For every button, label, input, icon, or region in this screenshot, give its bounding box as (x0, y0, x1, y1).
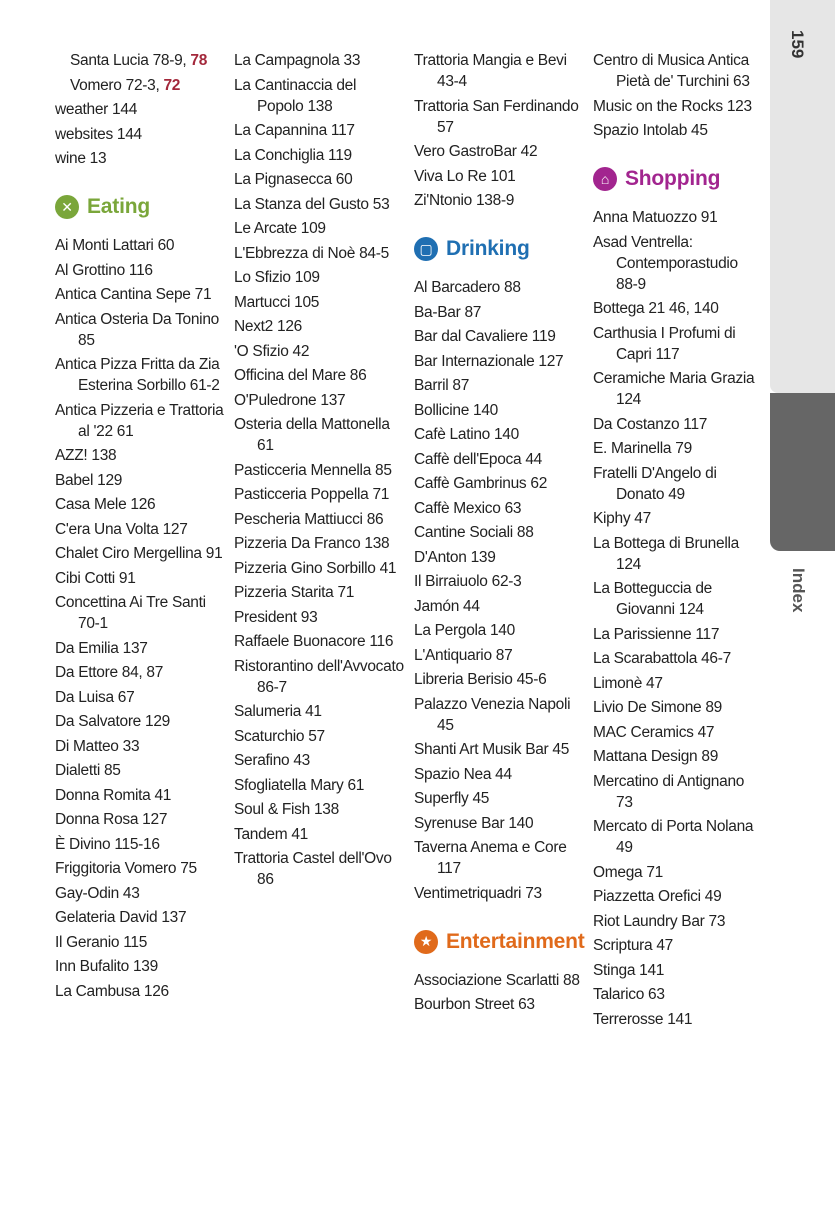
index-entry: Vomero 72-3, 72 (70, 76, 181, 94)
index-entry: Chalet Ciro Mergellina 91 (55, 545, 223, 562)
index-entry: Il Birraiuolo 62-3 (414, 573, 522, 590)
index-entry: Donna Romita 41 (55, 786, 172, 804)
index-entry: Barril 87 (414, 377, 470, 394)
index-entry: La Pignasecca 60 (234, 171, 353, 188)
index-entry: Il Geranio 115 (55, 933, 148, 951)
section-tab-label: Index (789, 568, 808, 613)
index-entry: Da Ettore 84, 87 (55, 664, 164, 681)
index-entry: La Cambusa 126 (55, 982, 169, 1000)
index-entry: Concettina Ai Tre Santi 70-1 (55, 594, 206, 632)
page-tab-dark (770, 393, 835, 551)
index-entry: 'O Sfizio 42 (234, 342, 310, 360)
index-entry: La Capannina 117 (234, 122, 355, 139)
section-heading-entertainment (414, 930, 584, 954)
index-entry: Lo Sfizio 109 (234, 269, 320, 286)
index-entry: Mattana Design 89 (593, 748, 719, 765)
index-entry: Next2 126 (234, 318, 302, 335)
section-heading-eating (55, 195, 225, 219)
index-entry: Asad Ventrella: Contemporastudio 88-9 (593, 233, 738, 293)
index-entry: Carthusia I Profumi di Capri 117 (593, 324, 736, 363)
index-entry: AZZ! 138 (55, 447, 117, 464)
glass-icon: ▢ (414, 237, 438, 261)
index-entry: Da Costanzo 117 (593, 415, 708, 433)
index-column-4 (593, 50, 763, 1033)
index-entry: La Parissienne 117 (593, 625, 720, 643)
index-entry: Spazio Intolab 45 (593, 122, 708, 139)
section-heading-label: Drinking (446, 237, 530, 260)
index-entry: Pasticceria Poppella 71 (234, 486, 390, 503)
index-entry: Associazione Scarlatti 88 (414, 971, 580, 989)
index-entry: Ristorantino dell'Avvocato 86-7 (234, 657, 404, 696)
index-entry: Gelateria David 137 (55, 909, 187, 926)
index-entry: Ai Monti Lattari 60 (55, 237, 175, 254)
index-entry: Pasticceria Mennella 85 (234, 461, 392, 479)
index-entry: L'Ebbrezza di Noè 84-5 (234, 244, 389, 262)
index-entry: Talarico 63 (593, 986, 665, 1003)
index-entry: Gay-Odin 43 (55, 884, 140, 902)
bold-page-ref: 72 (163, 76, 181, 94)
index-entry: Donna Rosa 127 (55, 811, 168, 828)
index-entry: Riot Laundry Bar 73 (593, 912, 726, 930)
section-heading-label: Shopping (625, 167, 721, 190)
index-entry: Superfly 45 (414, 790, 490, 807)
index-entry: Zi'Ntonio 138-9 (414, 192, 515, 209)
index-entry: Scaturchio 57 (234, 727, 325, 745)
index-entry: Babel 129 (55, 471, 123, 489)
index-entry: Terrerosse 141 (593, 1010, 693, 1028)
index-entry: Dialetti 85 (55, 762, 121, 779)
index-entry: Casa Mele 126 (55, 496, 156, 513)
index-entry: O'Puledrone 137 (234, 391, 346, 409)
index-entry: Fratelli D'Angelo di Donato 49 (593, 464, 717, 503)
index-entry: La Campagnola 33 (234, 52, 361, 69)
index-entry: Kiphy 47 (593, 510, 651, 527)
index-entry: Jamón 44 (414, 597, 480, 615)
index-entry: MAC Ceramics 47 (593, 723, 715, 741)
index-entry: Mercatino di Antignano 73 (593, 772, 745, 811)
index-entry: La Botteguccia de Giovanni 124 (593, 580, 712, 618)
index-entry: Serafino 43 (234, 752, 310, 769)
index-entry: E. Marinella 79 (593, 440, 692, 457)
index-entry: Martucci 105 (234, 293, 320, 311)
index-entry: La Bottega di Brunella 124 (593, 534, 739, 573)
index-entry: Pizzeria Da Franco 138 (234, 535, 390, 552)
index-entry: Da Luisa 67 (55, 688, 135, 706)
index-entry: Music on the Rocks 123 (593, 97, 752, 115)
index-entry: Pescheria Mattiucci 86 (234, 510, 384, 528)
index-entry: Centro di Musica Antica Pietà de' Turchini 63 (593, 52, 750, 90)
section-heading-drinking (414, 237, 584, 261)
index-entry: Bourbon Street 63 (414, 996, 535, 1013)
index-entry: Cafè Latino 140 (414, 426, 519, 443)
index-entry: Antica Osteria Da Tonino 85 (55, 310, 219, 349)
index-entry: Trattoria Mangia e Bevi 43-4 (414, 52, 567, 90)
index-entry: Antica Cantina Sepe 71 (55, 286, 212, 303)
index-entry: Bollicine 140 (414, 401, 498, 419)
index-entry: Bar dal Cavaliere 119 (414, 328, 556, 345)
index-entry: Spazio Nea 44 (414, 765, 512, 783)
index-entry: Palazzo Venezia Napoli 45 (414, 695, 571, 734)
index-entry: Bar Internazionale 127 (414, 352, 564, 370)
index-entry: Anna Matuozzo 91 (593, 209, 718, 226)
index-entry: Inn Bufalito 139 (55, 958, 158, 975)
index-entry: Osteria della Mattonella 61 (234, 416, 390, 454)
index-entry: Scriptura 47 (593, 937, 673, 954)
index-entry: Da Salvatore 129 (55, 713, 170, 730)
index-entry: Vero GastroBar 42 (414, 143, 538, 160)
index-entry: Viva Lo Re 101 (414, 167, 516, 185)
index-entry: Syrenuse Bar 140 (414, 814, 534, 832)
index-entry: Omega 71 (593, 863, 663, 881)
index-entry: Pizzeria Starita 71 (234, 584, 355, 601)
index-entry: Trattoria San Ferdinando 57 (414, 97, 579, 136)
index-entry: President 93 (234, 608, 318, 626)
index-entry: Limonè 47 (593, 674, 663, 692)
index-entry: La Pergola 140 (414, 622, 515, 639)
index-entry: Piazzetta Orefici 49 (593, 888, 722, 905)
cutlery-icon: ✕ (55, 195, 79, 219)
index-entry: Taverna Anema e Core 117 (414, 839, 567, 877)
page-number: 159 (788, 30, 807, 59)
index-entry: L'Antiquario 87 (414, 646, 513, 664)
bag-icon: ⌂ (593, 167, 617, 191)
index-entry: Mercato di Porta Nolana 49 (593, 818, 754, 856)
index-entry: Antica Pizzeria e Trattoria al '22 61 (55, 401, 224, 440)
section-heading-label: Entertainment (446, 929, 585, 953)
index-entry: La Stanza del Gusto 53 (234, 195, 390, 213)
index-column-3 (414, 50, 584, 1019)
bold-page-ref: 78 (190, 52, 208, 69)
index-entry: Sfogliatella Mary 61 (234, 776, 365, 794)
index-entry: Pizzeria Gino Sorbillo 41 (234, 559, 397, 577)
index-entry: Caffè Gambrinus 62 (414, 475, 548, 492)
index-entry: Stinga 141 (593, 961, 665, 979)
index-entry: Caffè Mexico 63 (414, 499, 522, 517)
section-heading-shopping (593, 167, 763, 191)
index-column-1 (55, 50, 225, 1005)
star-icon: ★ (414, 930, 438, 954)
index-entry: Al Grottino 116 (55, 261, 153, 279)
index-entry: D'Anton 139 (414, 548, 496, 566)
index-entry: La Scarabattola 46-7 (593, 650, 731, 667)
index-column-2 (234, 50, 404, 894)
index-entry: Cibi Cotti 91 (55, 569, 136, 587)
section-heading-label: Eating (87, 195, 150, 218)
index-entry: Livio De Simone 89 (593, 699, 723, 716)
index-entry: Libreria Berisio 45-6 (414, 671, 547, 688)
index-entry: Da Emilia 137 (55, 639, 148, 657)
index-entry: Shanti Art Musik Bar 45 (414, 741, 570, 758)
index-entry: Bottega 21 46, 140 (593, 300, 719, 317)
page-tab-light (770, 0, 835, 393)
index-entry: Santa Lucia 78-9, 78 (70, 52, 208, 69)
index-entry: Ba-Bar 87 (414, 303, 482, 321)
index-entry: Ceramiche Maria Grazia 124 (593, 370, 755, 408)
index-entry: Salumeria 41 (234, 703, 322, 720)
index-entry: Officina del Mare 86 (234, 367, 367, 384)
index-entry: Caffè dell'Epoca 44 (414, 450, 542, 468)
index-entry: Friggitoria Vomero 75 (55, 860, 197, 877)
index-entry: Ventimetriquadri 73 (414, 884, 542, 902)
index-entry: Raffaele Buonacore 116 (234, 633, 394, 650)
index-entry: È Divino 115-16 (55, 835, 160, 853)
index-entry: Cantine Sociali 88 (414, 524, 534, 541)
index-entry: Le Arcate 109 (234, 220, 326, 237)
index-entry: Al Barcadero 88 (414, 279, 521, 296)
index-entry: C'era Una Volta 127 (55, 520, 188, 538)
index-entry: weather 144 (55, 101, 138, 118)
index-entry: wine 13 (55, 150, 107, 167)
index-entry: La Conchiglia 119 (234, 146, 352, 164)
index-entry: Trattoria Castel dell'Ovo 86 (234, 850, 392, 888)
index-entry: websites 144 (55, 125, 142, 143)
index-entry: Tandem 41 (234, 825, 308, 843)
index-entry: Di Matteo 33 (55, 737, 140, 755)
index-entry: Soul & Fish 138 (234, 801, 339, 818)
index-entry: Antica Pizza Fritta da Zia Esterina Sorbillo 61-2 (55, 356, 220, 394)
index-entry: La Cantinaccia del Popolo 138 (234, 76, 357, 115)
